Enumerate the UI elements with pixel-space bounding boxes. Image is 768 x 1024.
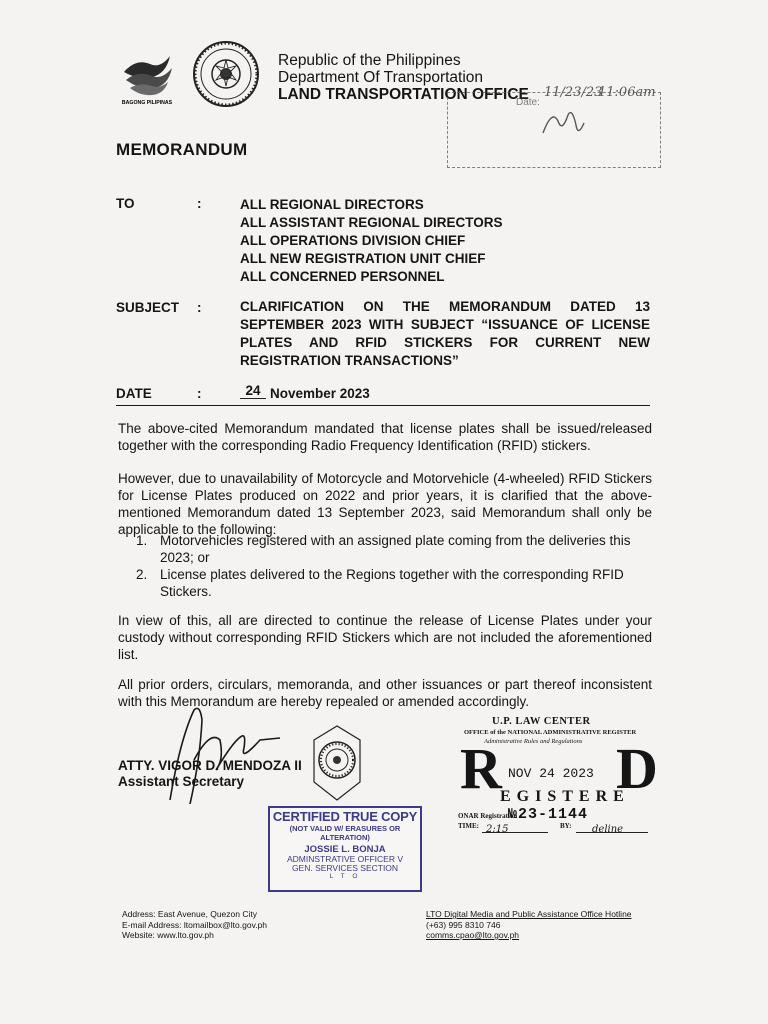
- date-month-year: November 2023: [270, 386, 370, 401]
- recipient-item: ALL OPERATIONS DIVISION CHIEF: [240, 233, 466, 248]
- footer-hotline-number[interactable]: (+63) 995 8310 746: [426, 919, 501, 930]
- recipient-list: [240, 196, 503, 286]
- onar-label: ONAR Registration: [458, 812, 518, 820]
- by-label: BY:: [560, 822, 572, 830]
- by-underline: [576, 832, 648, 833]
- footer-contact-left: [122, 909, 267, 941]
- footer-website[interactable]: Website: www.lto.gov.ph: [122, 930, 214, 940]
- list-item: [136, 532, 652, 566]
- cert-officer-name: JOSSIE L. BONJA: [304, 844, 386, 855]
- signatory-title: Assistant Secretary: [118, 774, 245, 789]
- date-label: DATE: [116, 386, 152, 401]
- subject-text: CLARIFICATION ON THE MEMORANDUM DATED 13 SEPTEMBER 2023 WITH SUBJECT “ISSUANCE OF LICENSE PLATES AND RFID STICKERS FOR CURRENT NEW REGISTRATION TRANSACTIONS”: [240, 299, 650, 368]
- list-number: 2.: [136, 567, 148, 582]
- receiving-handwritten-date: 11/23/23: [544, 85, 603, 100]
- certified-true-copy-stamp: [268, 806, 422, 892]
- header-line-lto: LAND TRANSPORTATION OFFICE: [278, 86, 529, 103]
- registered-word: EGISTERE: [500, 788, 630, 805]
- cert-section: GEN. SERVICES SECTION: [291, 863, 399, 873]
- subject-colon: :: [197, 300, 202, 315]
- body-paragraph-3: In view of this, all are directed to continue the release of License Plates under your custody without corresponding RFID Stickers which are not included the aforementioned list.: [118, 613, 652, 662]
- body-paragraph-2: However, due to unavailability of Motorcycle and Motorvehicle (4-wheeled) RFID Stickers for License Plates produced on 2022 and prior years, it is clarified that the above-mentioned Memorandum dated 13 September 2023, said Memorandum shall only be applicable to the following:: [118, 471, 652, 537]
- date-day: 24: [240, 383, 266, 399]
- list-text: Motorvehicles registered with an assigned plate coming from the deliveries this 2023; or: [160, 533, 631, 565]
- cert-title: CERTIFIED TRUE COPY: [272, 809, 418, 824]
- signatory-name: ATTY. VIGOR D. MENDOZA II: [118, 758, 302, 773]
- handwritten-signature: [150, 700, 290, 810]
- subject-label: SUBJECT: [116, 300, 180, 315]
- memo-title: MEMORANDUM: [116, 140, 248, 159]
- recipient-item: ALL NEW REGISTRATION UNIT CHIEF: [240, 251, 486, 266]
- bagong-pilipinas-label: BAGONG PILIPINAS: [121, 100, 173, 106]
- list-number: 1.: [136, 533, 148, 548]
- dry-seal-emblem: [308, 722, 366, 804]
- recipient-item: ALL CONCERNED PERSONNEL: [240, 269, 445, 284]
- receiving-stamp: [447, 85, 661, 168]
- by-value: deline: [592, 824, 624, 835]
- cert-officer-position: ADMINSTRATIVE OFFICER V: [286, 854, 404, 864]
- time-value: 2:15: [486, 824, 509, 835]
- to-colon: :: [197, 196, 202, 211]
- header-divider: [116, 405, 650, 406]
- body-paragraph-1: The above-cited Memorandum mandated that license plates shall be issued/released together with the corresponding Radio Frequency Identification (RFID) stickers.: [118, 421, 652, 453]
- up-law-center-office: OFFICE of the NATIONAL ADMINISTRATIVE REGISTER: [464, 729, 637, 736]
- registration-date: NOV 24 2023: [508, 766, 594, 781]
- header-line-republic: Republic of the Philippines: [278, 52, 461, 69]
- receiving-handwritten-time: 11:06am: [598, 85, 656, 100]
- time-label: TIME:: [458, 822, 479, 830]
- date-colon: :: [197, 386, 202, 401]
- registered-final-d: D: [616, 736, 658, 801]
- bagong-pilipinas-logo: [116, 44, 178, 106]
- footer-address: Address: East Avenue, Quezon City: [122, 909, 257, 919]
- footer-email[interactable]: E-mail Address: ltomailbox@lto.gov.ph: [122, 919, 268, 930]
- recipient-item: ALL REGIONAL DIRECTORS: [240, 197, 424, 212]
- cert-office: L T O: [329, 873, 361, 880]
- registered-initial-r: R: [460, 736, 502, 801]
- to-label: TO: [116, 196, 135, 211]
- time-underline: [482, 832, 548, 833]
- onar-number: №23-1144: [508, 806, 589, 823]
- recipient-item: ALL ASSISTANT REGIONAL DIRECTORS: [240, 215, 503, 230]
- footer-comms-email[interactable]: comms.cpao@lto.gov.ph: [426, 930, 520, 940]
- footer-contact-right: [426, 909, 632, 941]
- list-item: [136, 566, 652, 600]
- list-text: License plates delivered to the Regions together with the corresponding RFID Stickers.: [160, 567, 624, 599]
- up-law-center-subtitle: Administrative Rules and Regulations: [484, 738, 583, 745]
- receiving-signature: [538, 103, 588, 143]
- lto-seal: [192, 40, 260, 108]
- cert-validity-note: (NOT VALID W/ ERASURES OR ALTERATION): [289, 824, 401, 842]
- up-law-center-title: U.P. LAW CENTER: [492, 716, 591, 727]
- body-paragraph-4: All prior orders, circulars, memoranda, and other issuances or part thereof inconsistent with this Memorandum are hereby repealed or amended accordingly.: [118, 677, 652, 709]
- header-line-department: Department Of Transportation: [278, 69, 484, 86]
- footer-hotline-title: LTO Digital Media and Public Assistance Office Hotline: [426, 909, 632, 919]
- receiving-date-label: Date:: [516, 97, 540, 108]
